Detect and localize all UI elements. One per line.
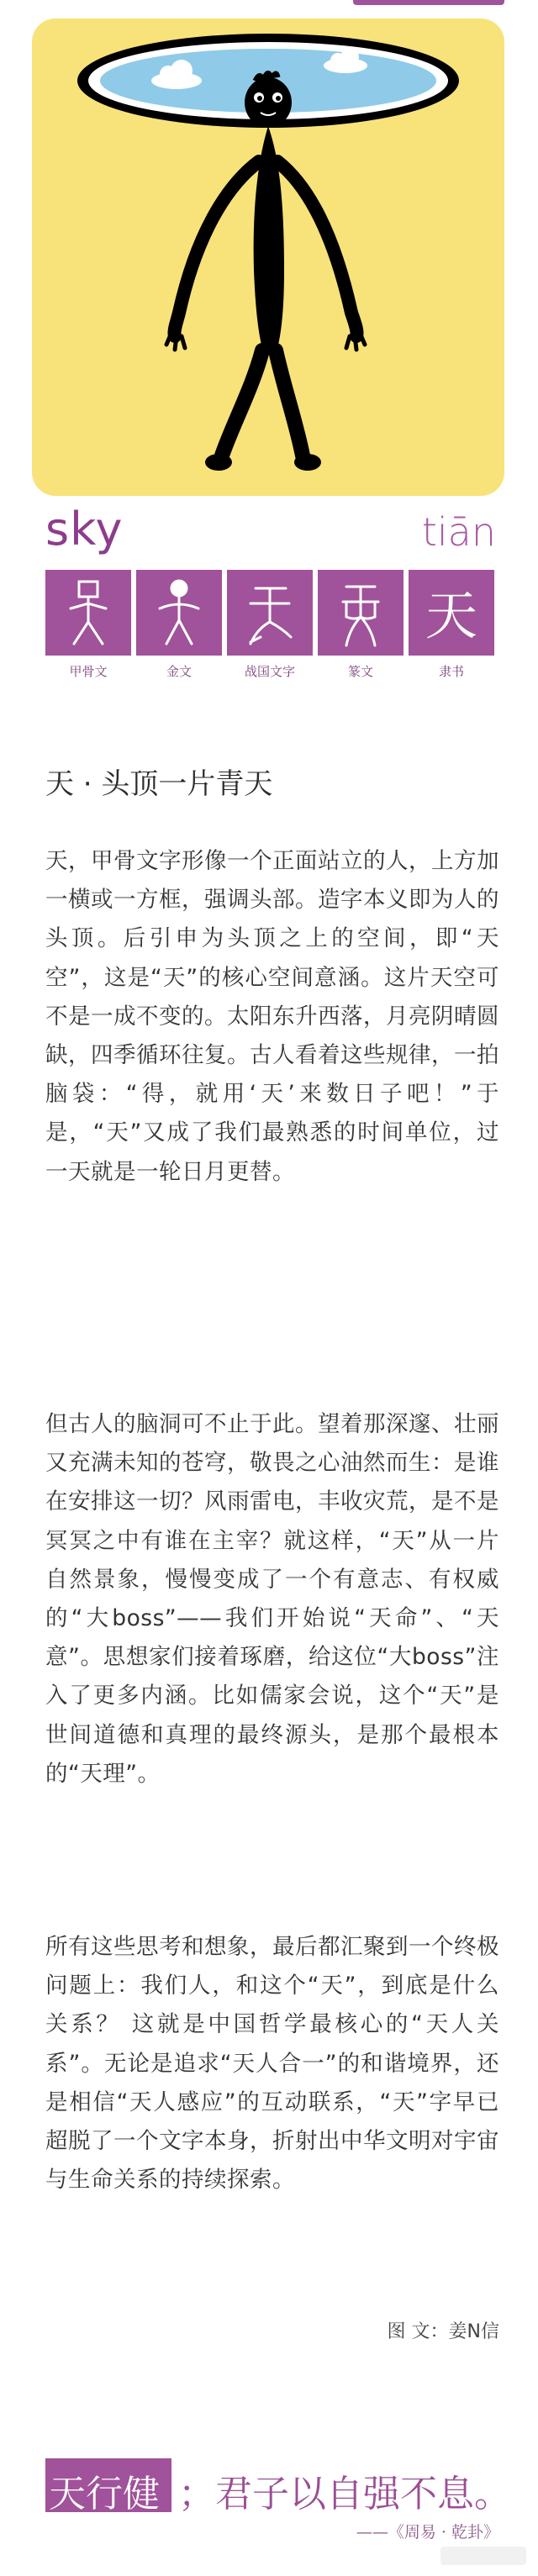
paragraph-1: 天，甲骨文字形像一个正面站立的人，上方加一横或一方框，强调头部。造字本义即为人的头顶。后引申为头顶之上的空间，即“天空”，这是“天”的核心空间意涵。这片天空可不是一成不变的。太阳东升西落，月亮阴晴圆缺，四季循环往复。古人看着这些规律，一拍脑袋：“得，就用‘天’来数日子吧！”于是，“天”又成了我们最熟悉的时间单位，过一天就是一轮日月更替。: [45, 848, 499, 1185]
oracle-bone-tian-icon: [45, 570, 131, 656]
script-label: 金文: [166, 664, 192, 679]
bronze-tian-icon: [136, 570, 222, 656]
stick-figure-with-sky-head-icon: [32, 18, 504, 496]
pinyin: tiān: [421, 509, 496, 555]
top-accent-bar: [353, 0, 504, 5]
hero-illustration: [32, 18, 504, 496]
clerical-tian-icon: [409, 570, 494, 656]
paragraph-3: 所有这些思考和想象，最后都汇聚到一个终极问题上：我们人，和这个“天”，到底是什么关系？ 这就是中国哲学最核心的“天人关系”。无论是追求“天人合一”的和谐境界，还是相信“天人感应”的互动联系，“天”字早已超脱了一个文字本身，折射出中华文明对宇宙与生命关系的持续探索。: [45, 1934, 499, 2194]
watermark-badge: [440, 2547, 526, 2565]
clerical-tian-glyph: 天: [425, 585, 478, 646]
script-label: 隶书: [438, 664, 464, 679]
quote-text: ；君子以自强不息。: [178, 2473, 511, 2515]
word-row: [45, 503, 496, 563]
quote-highlight-text: 天行健: [49, 2473, 160, 2515]
script-label: 篆文: [347, 664, 373, 679]
script-label: 战国文字: [244, 664, 295, 679]
section-title: 天 · 头顶一片青天: [45, 767, 273, 801]
quote-source: ——《周易 · 乾卦》: [356, 2523, 499, 2542]
paragraph-2: 但古人的脑洞可不止于此。望着那深邃、壮丽又充满未知的苍穹，敬畏之心油然而生：是谁在安排这一切？风雨雷电，丰收灾荒，是不是冥冥之中有谁在主宰？就这样，“天”从一片自然景象，慢慢变成了一个有意志、有权威的“大boss”——我们开始说“天命”、“天意”。思想家们接着琢磨，给这位“大boss”注入了更多内涵。比如儒家会说，这个“天”是世间道德和真理的最终源头，是那个最根本的“天理”。: [45, 1411, 499, 1787]
warring-states-tian-icon: [227, 570, 313, 656]
seal-tian-icon: [318, 570, 404, 656]
closing-quote: [45, 2458, 516, 2517]
quote-highlight: [45, 2458, 171, 2515]
english-word: sky: [45, 503, 124, 556]
script-label: 甲骨文: [69, 664, 108, 679]
image-text-credit: 图 文：姜N信: [387, 2321, 499, 2342]
